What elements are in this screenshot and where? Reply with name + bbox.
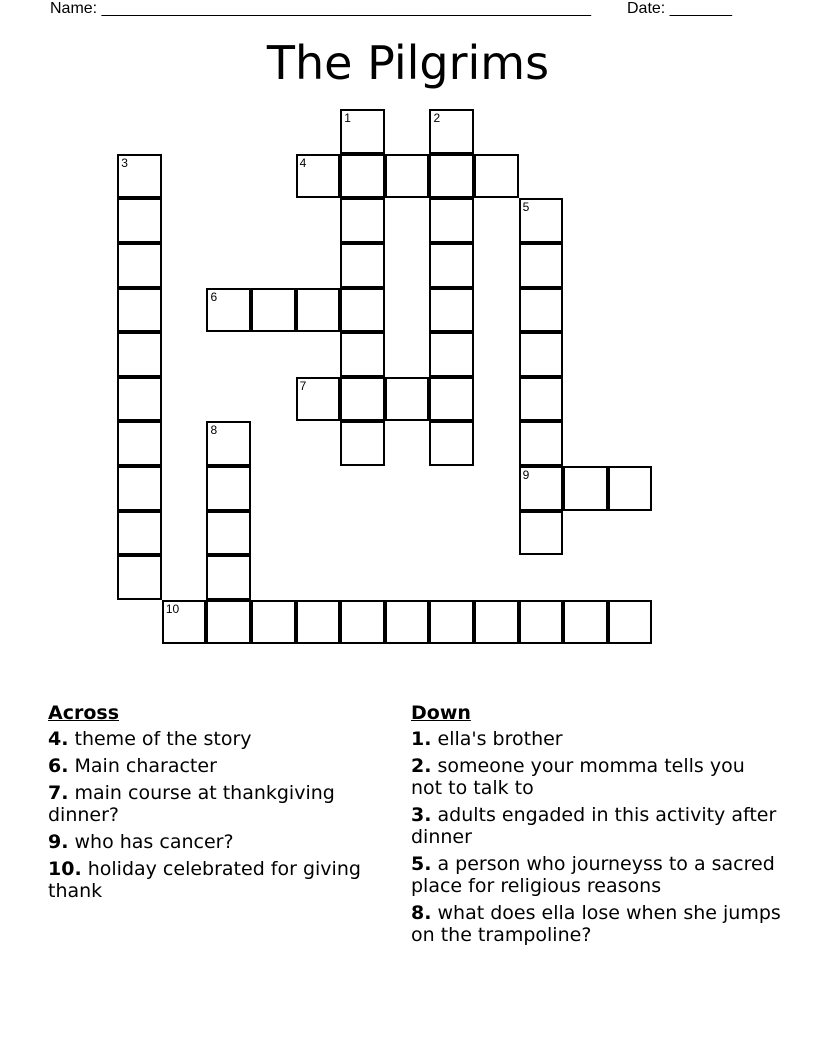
grid-cell[interactable]	[206, 600, 251, 645]
grid-cell[interactable]	[519, 243, 564, 288]
grid-cell[interactable]	[385, 377, 430, 422]
cell-number: 3	[121, 155, 128, 170]
grid-cell[interactable]	[608, 600, 653, 645]
grid-cell[interactable]	[429, 154, 474, 199]
page-title: The Pilgrims	[266, 36, 550, 90]
grid-cell[interactable]	[429, 600, 474, 645]
grid-cell[interactable]	[385, 154, 430, 199]
grid-cell[interactable]	[519, 377, 564, 422]
grid-cell[interactable]	[608, 466, 653, 511]
grid-cell[interactable]	[519, 511, 564, 556]
grid-cell[interactable]	[340, 154, 385, 199]
date-field: Date: _______	[627, 0, 732, 17]
grid-cell[interactable]	[251, 288, 296, 333]
grid-cell[interactable]	[340, 243, 385, 288]
grid-cell[interactable]	[429, 198, 474, 243]
name-field: Name: _______________________________________________________	[50, 0, 591, 17]
cell-number: 9	[522, 468, 530, 483]
grid-cell[interactable]	[340, 332, 385, 377]
grid-cell[interactable]	[117, 377, 162, 422]
cell-number: 1	[344, 111, 351, 126]
cell-number: 8	[210, 423, 218, 438]
grid-cell[interactable]	[563, 466, 608, 511]
grid-cell[interactable]	[429, 421, 474, 466]
grid-cell[interactable]	[206, 466, 251, 511]
grid-cell[interactable]	[340, 421, 385, 466]
clue-item: 8. what does ella lose when she jumps on the trampoline?	[411, 902, 781, 946]
grid-cell[interactable]	[429, 243, 474, 288]
clue-item: 9. who has cancer?	[48, 831, 234, 853]
grid-cell[interactable]	[117, 421, 162, 466]
grid-cell[interactable]	[117, 332, 162, 377]
grid-cell[interactable]	[117, 243, 162, 288]
grid-cell[interactable]	[117, 288, 162, 333]
down-heading: Down	[411, 702, 471, 724]
across-clues	[48, 702, 403, 907]
clue-item: 6. Main character	[48, 755, 217, 777]
grid-cell[interactable]	[429, 332, 474, 377]
grid-cell[interactable]	[340, 600, 385, 645]
grid-cell[interactable]	[429, 288, 474, 333]
grid-cell[interactable]	[340, 198, 385, 243]
grid-cell[interactable]	[296, 377, 341, 422]
clue-item: 7. main course at thankgiving dinner?	[48, 782, 335, 826]
clue-item: 2. someone your momma tells you not to talk to	[411, 755, 745, 799]
clue-item: 5. a person who journeyss to a sacred place for religious reasons	[411, 853, 775, 897]
grid-cell[interactable]	[206, 421, 251, 466]
grid-cell[interactable]	[296, 154, 341, 199]
grid-cell[interactable]	[474, 600, 519, 645]
grid-cell[interactable]	[340, 109, 385, 154]
cell-number: 10	[165, 601, 180, 616]
grid-cell[interactable]	[519, 600, 564, 645]
grid-cell[interactable]	[296, 600, 341, 645]
grid-cell[interactable]	[251, 600, 296, 645]
grid-cell[interactable]	[429, 377, 474, 422]
cell-number: 4	[299, 155, 307, 170]
clue-item: 3. adults engaded in this activity after dinner	[411, 804, 777, 848]
grid-cell[interactable]	[563, 600, 608, 645]
grid-cell[interactable]	[519, 421, 564, 466]
clue-item: 10. holiday celebrated for giving thank	[48, 858, 361, 902]
grid-cell[interactable]	[117, 511, 162, 556]
grid-cell[interactable]	[474, 154, 519, 199]
grid-cell[interactable]	[340, 288, 385, 333]
grid-cell[interactable]	[206, 511, 251, 556]
across-heading: Across	[48, 702, 120, 724]
grid-cell[interactable]	[519, 466, 564, 511]
grid-cell[interactable]	[162, 600, 207, 645]
cell-number: 6	[210, 289, 218, 304]
grid-cell[interactable]	[429, 109, 474, 154]
down-clues	[411, 702, 781, 951]
grid-cell[interactable]	[519, 288, 564, 333]
grid-cell[interactable]	[117, 154, 162, 199]
grid-cell[interactable]	[206, 288, 251, 333]
clue-item: 1. ella's brother	[411, 728, 563, 750]
cell-number: 5	[522, 200, 530, 215]
grid-cell[interactable]	[206, 555, 251, 600]
grid-cell[interactable]	[340, 377, 385, 422]
cell-number: 7	[299, 378, 307, 393]
grid-cell[interactable]	[117, 555, 162, 600]
grid-cell[interactable]	[519, 332, 564, 377]
grid-cell[interactable]	[296, 288, 341, 333]
grid-cell[interactable]	[117, 466, 162, 511]
grid-cell[interactable]	[385, 600, 430, 645]
clue-item: 4. theme of the story	[48, 728, 252, 750]
grid-cell[interactable]	[117, 198, 162, 243]
cell-number: 2	[433, 111, 441, 126]
grid-cell[interactable]	[519, 198, 564, 243]
